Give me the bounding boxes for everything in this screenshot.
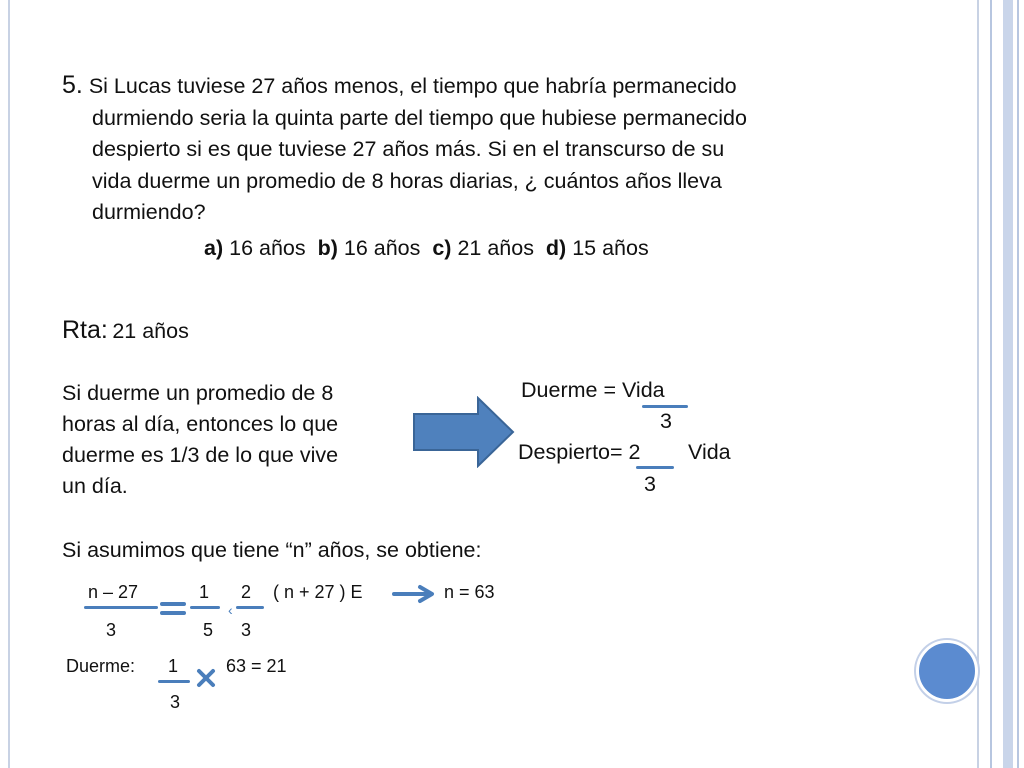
fraction-bar [236, 606, 264, 609]
final-rest: 63 = 21 [226, 656, 287, 676]
option-letter: a) [204, 236, 224, 260]
explanation-line: Si duerme un promedio de 8 [62, 381, 334, 405]
fraction-bar [84, 606, 158, 609]
problem-statement [62, 70, 892, 229]
answer-options [204, 236, 649, 261]
frame-line [1017, 0, 1019, 768]
small-arrow-icon [392, 584, 436, 604]
problem-number: 5. [62, 71, 83, 99]
problem-line: vida duerme un promedio de 8 horas diarias, ¿ cuántos años lleva [92, 168, 722, 193]
option-letter: b) [317, 236, 338, 260]
problem-line: despierto si es que tuviese 27 años más. Si en el transcurso de su [92, 137, 725, 161]
frame-line [8, 0, 10, 768]
duerme-formula: Duerme = Vida [521, 378, 665, 402]
answer-value: 21 años [112, 319, 189, 343]
equation-den3: 3 [241, 620, 252, 640]
frame-line [1003, 0, 1013, 768]
assumption-text: Si asumimos que tiene “n” años, se obtiene: [62, 538, 482, 562]
equals-sign-bar [160, 611, 186, 615]
option-text: 16 años [229, 236, 306, 260]
fraction-bar [158, 680, 190, 683]
final-den: 3 [170, 692, 181, 712]
multiply-icon [196, 668, 216, 688]
frame-line [977, 0, 979, 768]
equation-den1: 3 [106, 620, 117, 640]
fraction-bar [190, 606, 220, 609]
equals-sign-bar [160, 602, 186, 606]
problem-line: 5. Si Lucas tuviese 27 años menos, el tiempo que habría permanecido [62, 71, 737, 99]
explanation-line: duerme es 1/3 de lo que vive [62, 443, 339, 467]
equation-num2: 1 [199, 582, 210, 602]
equation-num1: n – 27 [88, 582, 139, 602]
final-num: 1 [168, 656, 179, 676]
problem-line: durmiendo seria la quinta parte del tiempo que hubiese permanecido [92, 105, 747, 130]
final-label: Duerme: [66, 656, 136, 676]
explanation-line: horas al día, entonces lo que [62, 412, 339, 436]
answer [62, 316, 189, 345]
frame-line [990, 0, 992, 768]
option-letter: d) [545, 236, 567, 260]
option-text: 21 años [457, 236, 534, 260]
option-text: 16 años [343, 236, 421, 260]
option-text: 15 años [572, 236, 649, 260]
fraction-bar [636, 466, 674, 469]
despierto-denominator: 3 [644, 472, 656, 496]
problem-line: durmiendo? [92, 200, 206, 224]
right-arrow-icon [412, 396, 516, 468]
circle-decoration [916, 640, 978, 702]
equation-paren: ( n + 27 ) E [273, 582, 363, 602]
duerme-denominator: 3 [660, 409, 672, 433]
answer-label: Rta: [62, 316, 108, 344]
explanation-line: un día. [62, 474, 128, 498]
fraction-bar [642, 405, 688, 408]
equation-num3: 2 [241, 582, 252, 602]
explanation-text [62, 378, 338, 502]
multiply-mark-icon: ‹ [228, 602, 233, 618]
option-letter: c) [432, 236, 452, 260]
despierto-vida: Vida [688, 440, 731, 464]
equation-result: n = 63 [444, 582, 495, 602]
equation-den2: 5 [203, 620, 214, 640]
despierto-formula: Despierto= 2 [518, 440, 641, 464]
